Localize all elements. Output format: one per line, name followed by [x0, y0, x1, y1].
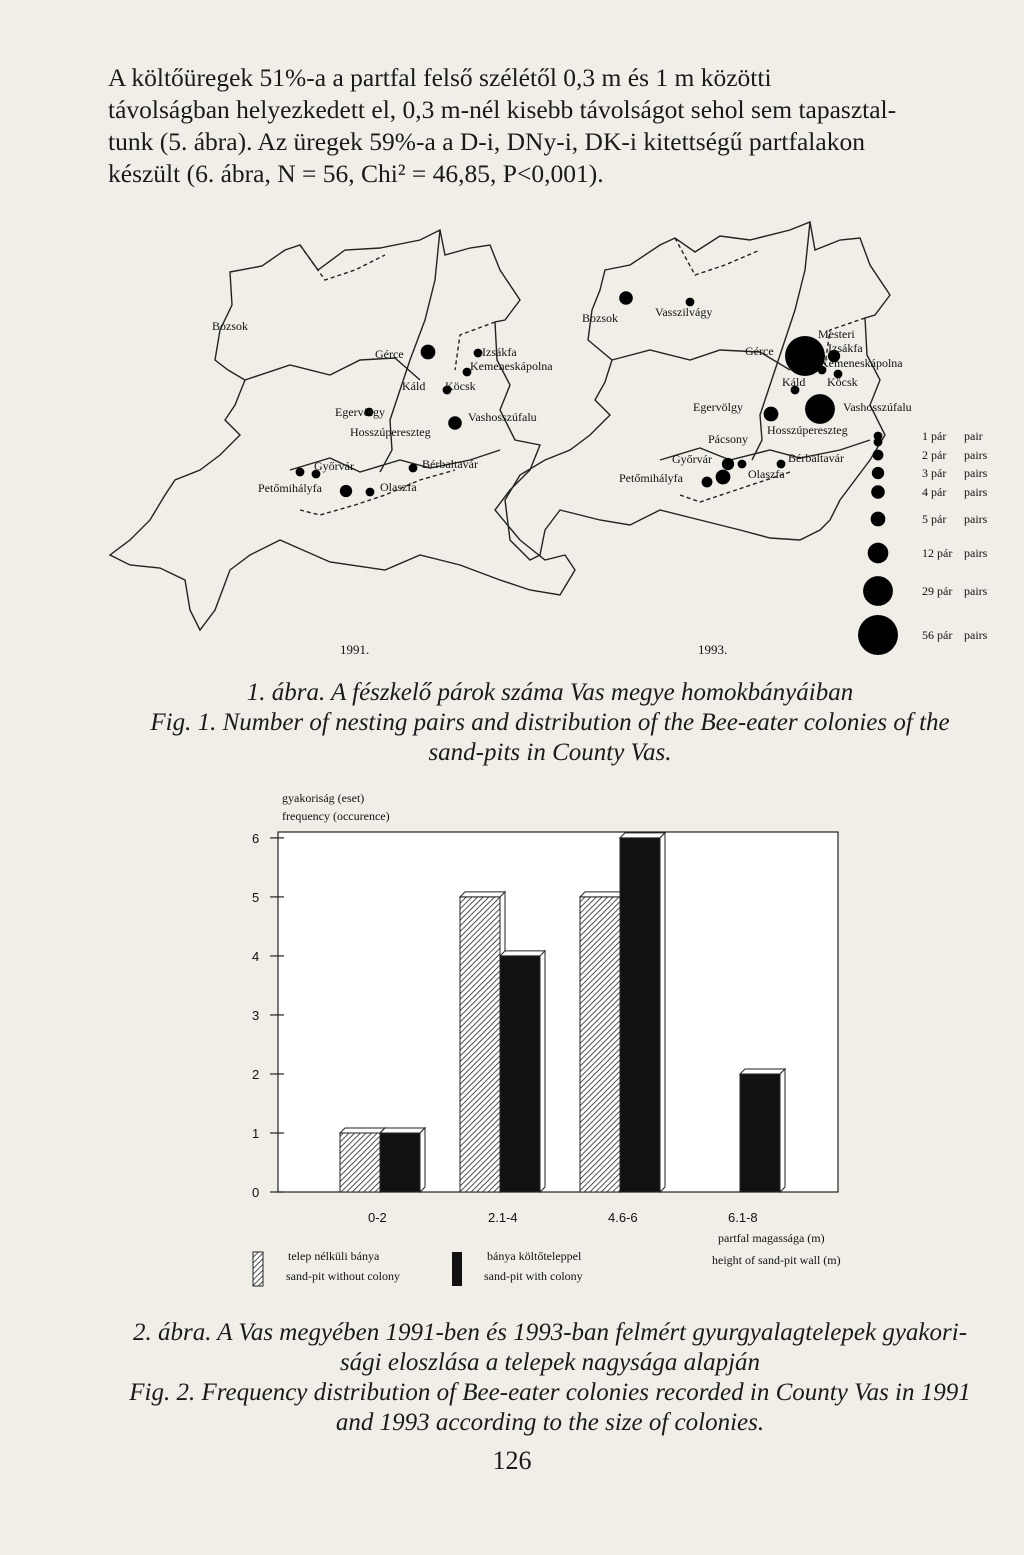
paragraph-line: A költőüregek 51%-a a partfal felső szélétől 0,3 m és 1 m közötti: [108, 63, 772, 92]
figure2-bar-chart: [0, 780, 1024, 1300]
map-1991-colony-dot: [409, 464, 418, 473]
figure1-caption-en: Fig. 1. Number of nesting pairs and distribution of the Bee-eater colonies of the: [150, 709, 950, 736]
figure1-caption: [100, 678, 1000, 768]
legend-with-colony-en: sand-pit with colony: [484, 1269, 583, 1283]
legend-dot: [871, 512, 886, 527]
bar-with-colony-side: [540, 951, 545, 1192]
y-tick-label: 6: [252, 830, 260, 846]
legend-label-hu: 29 pár: [922, 584, 953, 598]
map-1993-place-label: Bérbaltavár: [788, 451, 844, 465]
legend-label-hu: 3 pár: [922, 466, 947, 480]
legend-label-hu: 5 pár: [922, 512, 947, 526]
bar-with-colony: [620, 838, 660, 1192]
legend-swatch-without-colony: [253, 1252, 263, 1286]
x-axis-label: partfal magassága (m): [718, 1231, 825, 1245]
map-1993-colony-dot: [764, 407, 779, 422]
map-1991-place-label: Egervölgy: [335, 405, 385, 419]
figure2-caption: [100, 1318, 1000, 1438]
map-1993-place-label: Gérce: [745, 344, 774, 358]
map-1991-place-label: Bérbaltavár: [422, 457, 478, 471]
y-tick-label: 3: [252, 1007, 260, 1023]
district-line: [675, 238, 760, 275]
y-tick-label: 0: [252, 1185, 260, 1200]
bar-without-colony: [340, 1133, 380, 1192]
map-1993: [505, 222, 890, 560]
map-1991-colony-dot: [448, 416, 462, 430]
legend-with-colony-hu: bánya költőteleppel: [487, 1249, 582, 1263]
legend-label-en: pairs: [964, 584, 988, 598]
bar-with-colony: [380, 1133, 420, 1192]
map-1991-place-label: Hosszúpereszteg: [350, 425, 431, 439]
legend-label-hu: 12 pár: [922, 546, 953, 560]
map-1993-place-label: Izsákfa: [828, 341, 863, 355]
figure1-caption-en-2: sand-pits in County Vas.: [428, 739, 672, 766]
legend-without-colony-en: sand-pit without colony: [286, 1269, 400, 1283]
legend-dot: [863, 576, 893, 606]
legend-dot: [868, 543, 889, 564]
legend-label-en: pairs: [964, 628, 988, 642]
map-1993-place-label: Káld: [782, 375, 806, 389]
map-1993-place-label: Petőmihályfa: [619, 471, 683, 485]
legend-dot: [872, 467, 884, 479]
bar-with-colony-top: [740, 1069, 785, 1074]
map-1993-place-label: Mesteri: [818, 327, 855, 341]
y-axis-label: gyakoriság (eset): [282, 791, 365, 805]
bar-with-colony-side: [660, 833, 665, 1192]
map-1991-place-label: Petőmihályfa: [258, 481, 322, 495]
legend-label-en: pairs: [964, 546, 988, 560]
paragraph-line: készült (6. ábra, N = 56, Chi² = 46,85, P<0,001).: [108, 159, 604, 188]
paragraph-line: távolságban helyezkedett el, 0,3 m-nél kisebb távolságot sehol sem tapasztal-: [108, 95, 897, 124]
figure1-caption-hu: 1. ábra. A fészkelő párok száma Vas megye homokbányáiban: [246, 679, 854, 706]
map-1993-place-label: Vashosszúfalu: [843, 400, 912, 414]
bar-with-colony: [500, 956, 540, 1192]
bar-without-colony: [580, 897, 620, 1192]
bar-with-colony-side: [780, 1069, 785, 1192]
map-1991-year: 1991.: [340, 642, 370, 657]
legend-label-hu: 1 pár: [922, 429, 947, 443]
x-tick-label: 6.1-8: [728, 1210, 758, 1225]
map-1991-place-label: Köcsk: [445, 379, 476, 393]
legend-label-en: pairs: [964, 512, 988, 526]
legend-label-hu: 4 pár: [922, 485, 947, 499]
map-1991-place-label: Győrvár: [314, 459, 354, 473]
map-1993-place-label: Vasszilvágy: [655, 305, 713, 319]
x-tick-label: 2.1-4: [488, 1210, 518, 1225]
map-1993-place-label: Egervölgy: [693, 400, 743, 414]
map-1991-place-label: Kemeneskápolna: [470, 359, 553, 373]
figure2-caption-line: sági eloszlása a telepek nagysága alapján: [339, 1349, 761, 1376]
map-1993-colony-dot: [702, 477, 713, 488]
map-1993-colony-dot: [805, 394, 835, 424]
map-1993-place-label: Bozsok: [582, 311, 618, 325]
bar-without-colony: [460, 897, 500, 1192]
map-1991-place-label: Olaszfa: [380, 480, 417, 494]
district-line: [245, 358, 420, 380]
bar-without-colony-top: [340, 1128, 385, 1133]
map-1993-place-label: Pácsony: [708, 432, 748, 446]
map-1991-place-label: Bozsok: [212, 319, 248, 333]
x-axis-label-en: height of sand-pit wall (m): [712, 1253, 841, 1267]
figure2-caption-line: and 1993 according to the size of colonies.: [335, 1409, 765, 1436]
map-1993-colony-dot: [738, 460, 747, 469]
y-axis-label-en: frequency (occurence): [282, 809, 390, 823]
map-1991-colony-dot: [296, 468, 305, 477]
map-1991-colony-dot: [340, 485, 352, 497]
legend-dot: [874, 432, 883, 441]
colony-size-legend: [858, 429, 988, 655]
legend-dot: [858, 615, 898, 655]
bar-with-colony: [740, 1074, 780, 1192]
map-1991: [110, 230, 575, 630]
y-tick-label: 1: [252, 1125, 260, 1141]
page-number: 126: [492, 1446, 532, 1475]
bar-with-colony-top: [380, 1128, 425, 1133]
y-tick-label: 4: [252, 948, 260, 964]
map-1991-colony-dot: [421, 345, 436, 360]
bar-without-colony-top: [460, 892, 505, 897]
map-1993-colony-dot: [716, 470, 731, 485]
map-1991-place-label: Izsákfa: [482, 345, 517, 359]
x-tick-label: 0-2: [368, 1210, 387, 1225]
legend-label-hu: 2 pár: [922, 448, 947, 462]
map-1993-place-label: Olaszfa: [748, 467, 785, 481]
bar-with-colony-side: [420, 1128, 425, 1192]
district-line: [300, 245, 385, 280]
map-1991-colony-dot: [366, 488, 375, 497]
figure1-maps: [0, 210, 1024, 670]
map-1993-year: 1993.: [698, 642, 728, 657]
bar-without-colony-top: [580, 892, 625, 897]
legend-dot: [873, 450, 884, 461]
figure2-caption-line: Fig. 2. Frequency distribution of Bee-eater colonies recorded in County Vas in 1991: [129, 1379, 971, 1406]
map-1993-place-label: Hosszúpereszteg: [767, 423, 848, 437]
y-tick-label: 5: [252, 889, 260, 905]
map-1993-colony-dot: [722, 458, 734, 470]
district-line: [300, 470, 455, 515]
legend-label-en: pairs: [964, 466, 988, 480]
figure2-caption-line: 2. ábra. A Vas megyében 1991-ben és 1993-ban felmért gyurgyalagtelepek gyakori-: [132, 1319, 968, 1346]
legend-label-hu: 56 pár: [922, 628, 953, 642]
map-1991-place-label: Gérce: [375, 347, 404, 361]
x-tick-label: 4.6-6: [608, 1210, 638, 1225]
map-1993-place-label: Köcsk: [827, 375, 858, 389]
county-border-1991: [110, 230, 575, 630]
map-1993-place-label: Kemeneskápolna: [820, 356, 903, 370]
legend-dot: [871, 485, 885, 499]
legend-without-colony-hu: telep nélküli bánya: [288, 1249, 380, 1263]
bar-with-colony-top: [620, 833, 665, 838]
map-1991-place-label: Vashosszúfalu: [468, 410, 537, 424]
county-border-1993: [505, 222, 890, 560]
paragraph-line: tunk (5. ábra). Az üregek 59%-a a D-i, DNy-i, DK-i kitettségű partfalakon: [108, 127, 865, 156]
map-1993-colony-dot: [619, 291, 633, 305]
y-tick-label: 2: [252, 1066, 260, 1082]
bar-with-colony-top: [500, 951, 545, 956]
legend-label-en: pairs: [964, 448, 988, 462]
map-1991-place-label: Káld: [402, 379, 426, 393]
chart-x-tick-labels: [368, 1210, 758, 1225]
legend-swatch-with-colony: [452, 1252, 462, 1286]
body-paragraph: [108, 62, 996, 190]
legend-label-en: pair: [964, 429, 983, 443]
map-1993-place-label: Győrvár: [672, 452, 712, 466]
legend-label-en: pairs: [964, 485, 988, 499]
